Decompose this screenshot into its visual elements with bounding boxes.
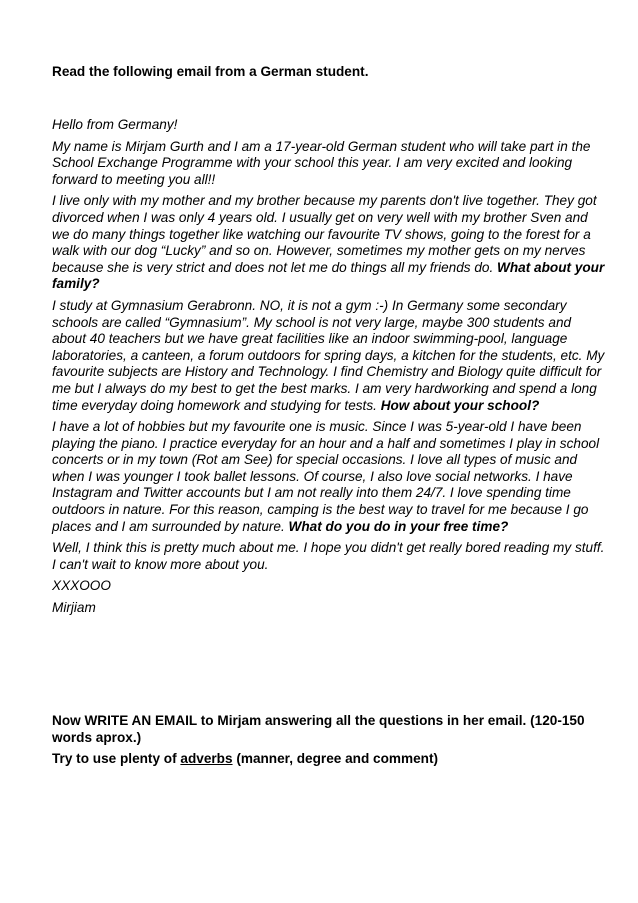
email-paragraph-hobbies — [52, 419, 608, 535]
email-signoff: XXXOOO — [52, 578, 111, 594]
family-question: What about your family? — [52, 259, 605, 292]
email-signature: Mirjiam — [52, 600, 96, 616]
hobbies-text: I have a lot of hobbies but my favourite one is music. Since I was 5-year-old I have been playing the piano. I practice everyday for an hour and a half and sometimes I play in school concerts or in my town (Rot am See) for special occasions. I love all types of music and when I was younger I took ballet lessons. Of course, I also love social networks. I have Instagram and Twitter accounts but I am not really into them 24/7. I love spending time outdoors in nature. For this reason, camping is the best way to travel for me because I go places and I am surrounded by nature. — [52, 419, 600, 534]
school-question: How about your school? — [380, 397, 540, 413]
reading-instruction: Read the following email from a German student. — [52, 64, 369, 79]
adverbs-suffix: (manner, degree and comment) — [232, 751, 439, 767]
email-paragraph-school — [52, 298, 608, 414]
family-text: I live only with my mother and my brother because my parents don't live together. They got divorced when I was only 4 years old. I usually get on very well with my brother Sven and we do many things together like watching our favourite TV shows, going to the forest for a walk with our dog “Lucky” and so on. However, sometimes my mother gets on my nerves because she is very strict and does not let me do things all my friends do. — [52, 193, 597, 275]
writing-tasks — [52, 713, 608, 773]
hobbies-question: What do you do in your free time? — [288, 518, 509, 534]
email-paragraph-intro: My name is Mirjam Gurth and I am a 17-year-old German student who will take part in the School Exchange Programme with your school this year. I am very excited and looking forward to meeting you all!! — [52, 138, 591, 187]
adverbs-prefix: Try to use plenty of — [52, 751, 181, 767]
school-text: I study at Gymnasium Gerabronn. NO, it is not a gym :-) In Germany some secondary schools are called “Gymnasium”. My school is not very large, maybe 300 students and about 40 teachers but we have great facilities like an indoor swimming-pool, language laboratories, a canteen, a forum outdoors for spring days, a kitchen for the students, etc. My favourite subjects are History and Technology. I find Chemistry and Biology quite difficult for me but I always do my best to get the best marks. I am very hardworking and spend a long time everyday doing homework and studying for tests. — [52, 297, 605, 413]
adverbs-word: adverbs — [180, 751, 233, 767]
email-greeting: Hello from Germany! — [52, 117, 178, 132]
adverbs-task — [52, 751, 608, 768]
write-email-task: Now WRITE AN EMAIL to Mirjam answering all the questions in her email. (120-150 words aprox.) — [52, 713, 585, 745]
email-paragraph-closing: Well, I think this is pretty much about me. I hope you didn't get really bored reading my stuff. I can't wait to know more about you. — [52, 540, 605, 572]
email-body — [52, 117, 608, 617]
email-paragraph-family — [52, 193, 608, 293]
